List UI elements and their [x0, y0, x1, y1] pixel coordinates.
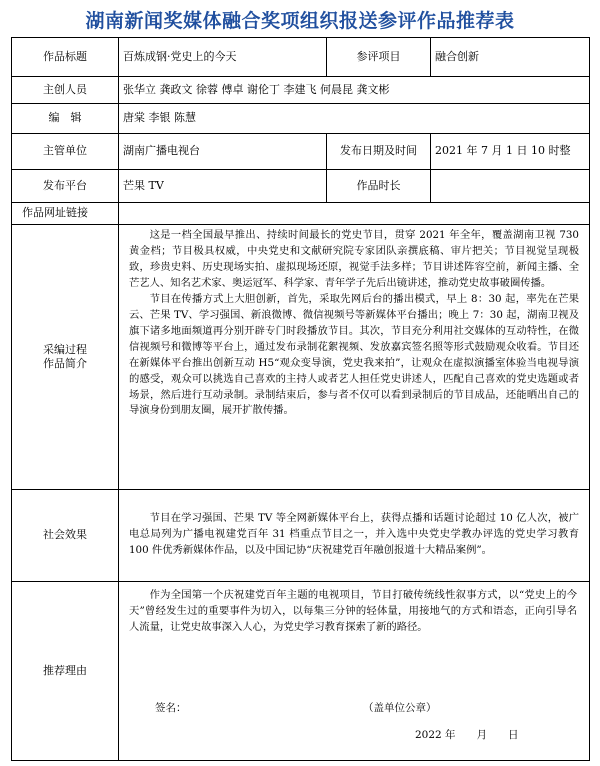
- reason-text: 作为全国第一个庆祝建党百年主题的电视项目，节目打破传统线性叙事方式，以“党史上的今天”曾经发生过的重要事件为切入，以每集三分钟的轻体量，用接地气的方式和语态，正向引导名人流量，让党史故事深入人心，为党史学习教育探索了新的路径。: [129, 589, 577, 633]
- platform-value: 芒果 TV: [119, 170, 327, 203]
- intro-label: [12, 225, 119, 490]
- work-title-label: 作品标题: [12, 38, 119, 77]
- creators-value: 张华立 龚政文 徐蓉 傅卓 谢伦丁 李建飞 何晨昆 龚文彬: [119, 77, 590, 104]
- editors-value: 唐棠 李银 陈慧: [119, 104, 590, 134]
- row-platform: [12, 170, 590, 203]
- publish-date-label: 发布日期及时间: [327, 134, 431, 170]
- reason-label: 推荐理由: [12, 582, 119, 761]
- intro-paragraph-2: 节目在传播方式上大胆创新，首先，采取先网后台的播出模式，早上 8：30 起，率先在芒果云、芒果 TV、学习强国、新浪微博、微信视频号等新媒体平台播出；晚上 7：30 起，湖南卫视及旗下诸多地面频道再分别开辟专门时段播放节目。其次，节目充分利用社交媒体的互动特性，在微信视频号和微博等平台上，通过发布录制花絮视频、发放嘉宾签名照等形式鼓励观众收看。节目还在新媒体平台推出创新互动 H5“观众变导演，党史我来拍”，让观众在虚拟演播室体验当电视导演的感受，观众可以挑选自己喜欢的主持人或者艺人担任党史讲述人，匹配自己喜欢的党史选题或者场景，然后进行互动录制。录制结束后，参与者不仅可以看到录制后的节目成品，还能晒出自己的导演身份到朋友圈，展开扩散传播。: [129, 292, 579, 417]
- url-value: [119, 203, 590, 225]
- row-effect: [12, 490, 590, 582]
- org-label: 主管单位: [12, 134, 119, 170]
- row-creators: [12, 77, 590, 104]
- entry-item-value: 融合创新: [431, 38, 590, 77]
- publish-date-value: 2021 年 7 月 1 日 10 时整: [431, 134, 590, 170]
- intro-content: [119, 225, 590, 490]
- intro-paragraph-1: 这是一档全国最早推出、持续时间最长的党史节目，贯穿 2021 年全年，覆盖湖南卫视 730 黄金档；节目极具权威，中央党史和文献研究院专家团队亲撰底稿、审片把关；节目视觉呈现极致，珍贵史料、历史现场实拍、虚拟现场还原，视觉手法多样；节目讲述阵容空前，新闻主播、全芒艺人、知名艺术家、奥运冠军、科学家、青年学子先后出镜讲述，推动党史故事破圈传播。: [129, 229, 579, 289]
- work-title-value: 百炼成钢·党史上的今天: [119, 38, 327, 77]
- url-label: 作品网址链接: [12, 203, 119, 225]
- page-title: 湖南新闻奖媒体融合奖项组织报送参评作品推荐表: [85, 10, 515, 32]
- duration-label: 作品时长: [327, 170, 431, 203]
- recommendation-form-table: [11, 37, 590, 761]
- entry-item-label: 参评项目: [327, 38, 431, 77]
- effect-text: 节目在学习强国、芒果 TV 等全网新媒体平台上，获得点播和话题讨论超过 10 亿人次，被广电总局列为广播电视建党百年 31 档重点节目之一，并入选中央党史学教办评选的党史学习教育 100 件优秀新媒体作品，以及中国记协“庆祝建党百年融创报道十大精品案例”。: [129, 512, 579, 556]
- sign-date: 2022 年 月 日: [415, 729, 519, 741]
- row-org: [12, 134, 590, 170]
- signature-label: 签名：: [155, 702, 187, 714]
- duration-value: [431, 170, 590, 203]
- creators-label: 主创人员: [12, 77, 119, 104]
- row-editors: [12, 104, 590, 134]
- row-intro: [12, 225, 590, 490]
- row-work-title: [12, 38, 590, 77]
- platform-label: 发布平台: [12, 170, 119, 203]
- editors-label: 编 辑: [12, 104, 119, 134]
- intro-label-line2: 作品简介: [43, 357, 87, 370]
- row-url: [12, 203, 590, 225]
- intro-label-line1: 采编过程: [43, 342, 87, 356]
- stamp-label: （盖单位公章）: [363, 702, 437, 714]
- org-value: 湖南广播电视台: [119, 134, 327, 170]
- reason-content: [119, 582, 590, 761]
- effect-label: 社会效果: [12, 490, 119, 582]
- row-reason: [12, 582, 590, 761]
- effect-content: [119, 490, 590, 582]
